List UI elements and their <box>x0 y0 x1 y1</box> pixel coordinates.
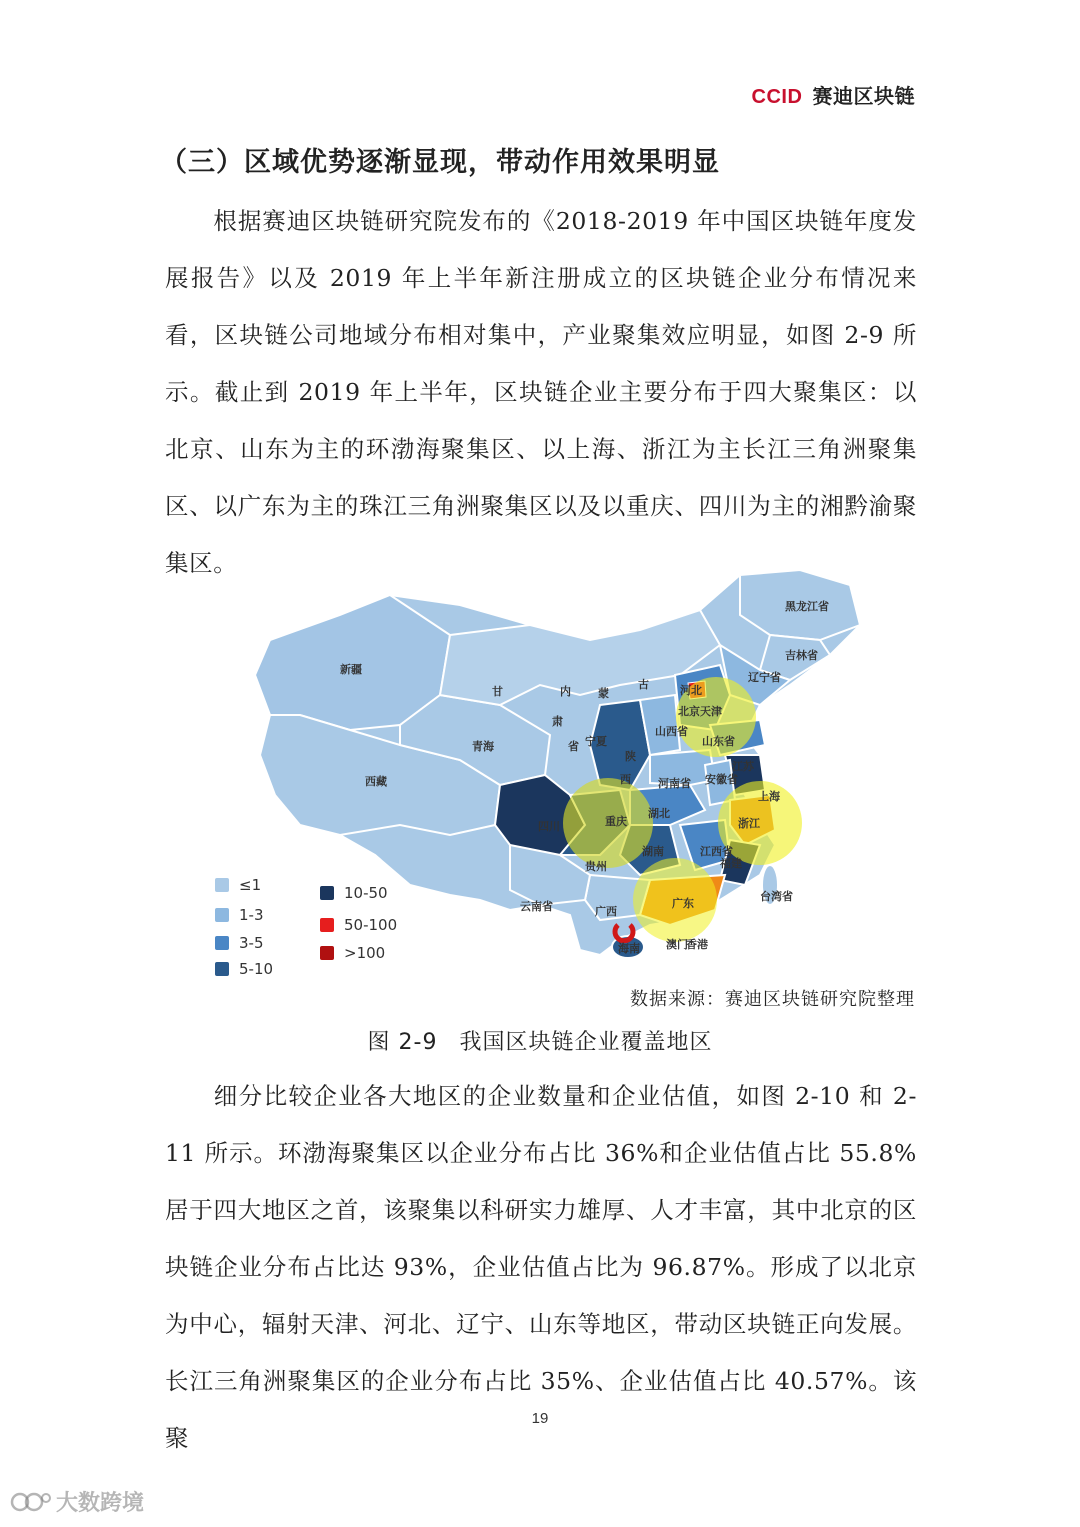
label-aomen: 澳门 <box>666 938 688 951</box>
label-sichuan: 四川 <box>538 820 560 833</box>
legend-label: 50-100 <box>344 916 398 934</box>
label-hubei: 湖北 <box>648 807 670 820</box>
legend-item <box>215 960 273 978</box>
label-guangdong: 广东 <box>672 897 694 910</box>
label-gansu2: 肃 <box>552 715 563 728</box>
label-ningxia: 宁夏 <box>585 735 607 748</box>
map-legend <box>215 876 435 986</box>
brand-name: CCID <box>751 86 803 108</box>
label-fujian: 福建 <box>720 857 742 870</box>
legend-label: ≤1 <box>239 876 262 894</box>
paragraph-intro <box>165 193 917 592</box>
label-shanghai: 上海 <box>758 790 780 803</box>
figure-caption <box>0 1025 1080 1056</box>
legend-item <box>215 876 261 894</box>
label-xizang: 西藏 <box>365 775 387 788</box>
label-guizhou: 贵州 <box>585 860 607 873</box>
label-jilin: 吉林省 <box>785 649 818 662</box>
label-chongqing: 重庆 <box>605 815 627 828</box>
label-qinghai: 青海 <box>472 740 494 753</box>
label-hunan: 湖南 <box>642 845 664 858</box>
label-jiangxi: 江西省 <box>700 845 733 858</box>
label-zhejiang: 浙江 <box>738 817 760 830</box>
legend-label: 10-50 <box>344 884 388 902</box>
label-henan: 河南省 <box>658 777 691 790</box>
label-neimenggu2: 蒙 <box>598 687 609 700</box>
paragraph-detail-text: 细分比较企业各大地区的企业数量和企业估值，如图 2-10 和 2-11 所示。环渤海聚集区以企业分布占比 36%和企业估值占比 55.8%居于四大地区之首，该聚集以科研实力雄厚、人才丰富，其中北京的区块链企业分布占比达 93%，企业估值占比为 96.87%。形成了以北京为中心，辐射天津、河北、辽宁、山东等地区，带动区块链正向发展。长江三角洲聚集区的企业分布占比 35%、企业估值占比 40.57%。该聚 <box>165 1082 917 1452</box>
legend-item <box>320 916 397 934</box>
legend-label: 5-10 <box>239 960 274 978</box>
label-tianjin: 天津 <box>700 705 722 718</box>
page-number: 19 <box>531 1410 549 1427</box>
label-yunnan: 云南省 <box>520 900 553 913</box>
legend-item <box>215 934 264 952</box>
legend-item <box>320 884 388 902</box>
watermark-logo-icon <box>10 1490 52 1514</box>
label-anhui: 安徽省 <box>705 773 738 786</box>
label-neimenggu3: 古 <box>638 678 649 691</box>
legend-swatch <box>215 908 229 922</box>
legend-label: 1-3 <box>239 906 264 924</box>
legend-item <box>320 944 385 962</box>
label-shaanxi1: 陕 <box>625 750 636 763</box>
label-guangxi: 广西 <box>595 905 617 918</box>
label-gansu3: 省 <box>568 740 579 753</box>
legend-swatch <box>215 936 229 950</box>
header-logo <box>752 80 915 109</box>
legend-swatch <box>215 962 229 976</box>
legend-label: 3-5 <box>239 934 264 952</box>
legend-label: >100 <box>344 944 386 962</box>
label-neimenggu1: 内 <box>560 685 571 698</box>
section-title: （三）区域优势逐渐显现，带动作用效果明显 <box>160 147 720 178</box>
label-liaoning: 辽宁省 <box>748 671 781 684</box>
legend-item <box>215 906 264 924</box>
watermark <box>10 1486 144 1517</box>
label-shandong: 山东省 <box>702 735 735 748</box>
label-shaanxi2: 西 <box>620 773 631 786</box>
legend-swatch <box>320 918 334 932</box>
label-hainan: 海南 <box>618 942 640 955</box>
label-hebei: 河北 <box>680 684 702 697</box>
source-note: 数据来源：赛迪区块链研究院整理 <box>630 989 915 1010</box>
label-heilongjiang: 黑龙江省 <box>785 600 829 613</box>
label-xianggang: 香港 <box>686 938 708 951</box>
label-xinjiang: 新疆 <box>340 663 362 676</box>
label-jiangsu: 江苏 <box>732 760 754 773</box>
paragraph-intro-text: 根据赛迪区块链研究院发布的《2018-2019 年中国区块链年度发展报告》以及 2019 年上半年新注册成立的区块链企业分布情况来看，区块链公司地域分布相对集中，产业聚集效应明显，如图 2-9 所示。截止到 2019 年上半年，区块链企业主要分布于四大聚集区：以北京、山东为主的环渤海聚集区、以上海、浙江为主长江三角洲聚集区、以广东为主的珠江三角洲聚集区以及以重庆、四川为主的湘黔渝聚集区。 <box>165 207 917 577</box>
caption-text: 我国区块链企业覆盖地区 <box>459 1030 713 1055</box>
label-shanxi: 山西省 <box>655 725 688 738</box>
label-beijing: 北京 <box>678 705 700 718</box>
caption-number: 图 2-9 <box>367 1030 438 1055</box>
legend-swatch <box>320 886 334 900</box>
brand-subtitle: 赛迪区块链 <box>812 86 915 108</box>
label-taiwan: 台湾省 <box>760 890 793 903</box>
legend-swatch <box>215 878 229 892</box>
legend-swatch <box>320 946 334 960</box>
watermark-text: 大数跨境 <box>56 1491 145 1516</box>
paragraph-detail <box>165 1068 917 1467</box>
label-gansu: 甘 <box>492 685 503 698</box>
